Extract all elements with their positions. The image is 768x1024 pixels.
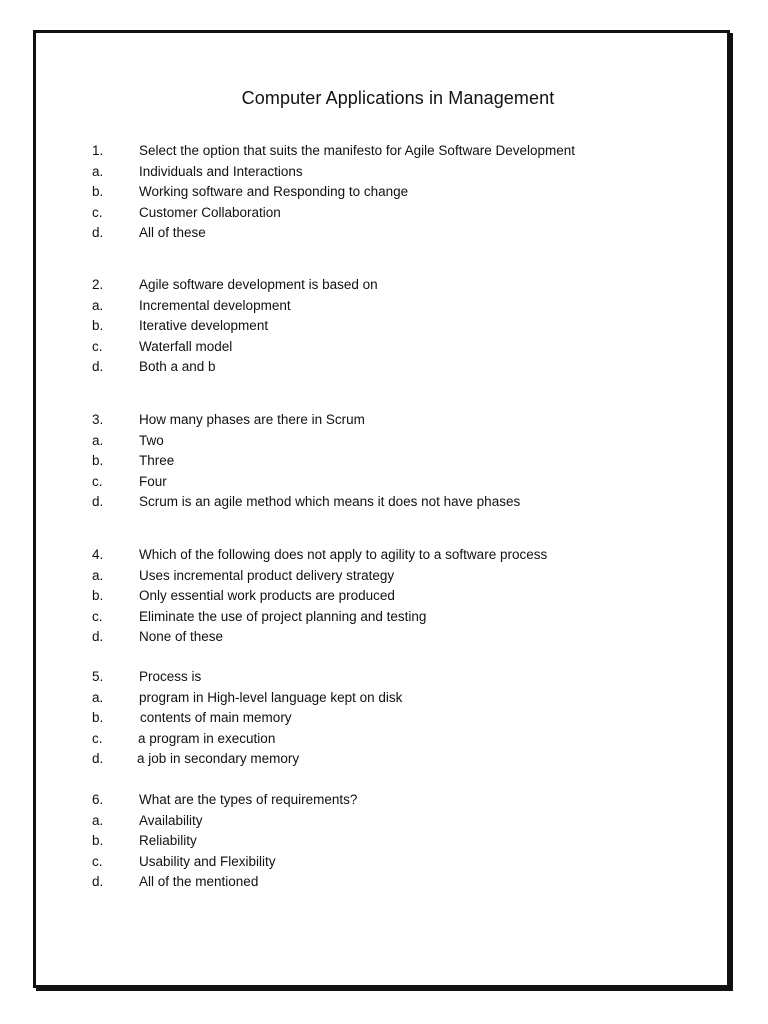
option-letter: a. [92, 163, 104, 179]
question-number: 3. [92, 412, 104, 427]
option-b [92, 708, 692, 729]
option-text: All of these [139, 225, 206, 240]
option-letter: b. [92, 588, 104, 603]
document-title: Computer Applications in Management [241, 88, 555, 108]
option-d [92, 627, 692, 648]
option-text: Reliability [139, 833, 197, 848]
option-letter: a. [92, 567, 104, 583]
option-text: Both a and b [139, 359, 216, 374]
option-text: program in High-level language kept on disk [139, 689, 403, 705]
option-b [92, 831, 692, 852]
question-stem [92, 545, 692, 566]
option-text: Availability [139, 812, 203, 828]
option-letter: a. [92, 297, 104, 313]
option-letter: a. [92, 812, 104, 828]
option-letter: b. [92, 833, 104, 848]
question-stem [92, 275, 692, 296]
question-text: Agile software development is based on [139, 277, 378, 292]
option-b [92, 451, 692, 472]
option-a [92, 688, 692, 709]
option-letter: d. [92, 494, 104, 509]
option-letter: b. [92, 710, 104, 725]
option-text: Eliminate the use of project planning and testing [139, 608, 427, 624]
option-letter: d. [92, 359, 104, 374]
question-stem [92, 667, 692, 688]
option-text: Only essential work products are produced [139, 588, 395, 603]
question-stem [92, 790, 692, 811]
option-letter: d. [92, 225, 104, 240]
option-c [92, 337, 692, 358]
option-letter: b. [92, 453, 104, 468]
question-number: 6. [92, 792, 104, 807]
option-text: a program in execution [138, 730, 276, 746]
option-c [92, 852, 692, 873]
option-text: a job in secondary memory [137, 751, 300, 766]
option-b [92, 586, 692, 607]
option-text: Scrum is an agile method which means it does not have phases [139, 494, 521, 509]
option-b [92, 182, 692, 203]
question-text: Select the option that suits the manifesto for Agile Software Development [139, 143, 575, 158]
option-text: Incremental development [139, 297, 291, 313]
option-a [92, 431, 692, 452]
option-d [92, 492, 692, 513]
question-number: 1. [92, 143, 104, 158]
option-c [92, 203, 692, 224]
option-letter: c. [92, 338, 103, 354]
option-text: Uses incremental product delivery strategy [139, 567, 395, 583]
option-b [92, 316, 692, 337]
question-4 [92, 545, 692, 648]
option-a [92, 296, 692, 317]
option-text: Individuals and Interactions [139, 163, 303, 179]
question-text: How many phases are there in Scrum [139, 412, 365, 427]
option-letter: c. [92, 853, 103, 869]
question-text: What are the types of requirements? [139, 792, 358, 807]
question-6 [92, 790, 692, 893]
option-text: Working software and Responding to change [139, 184, 409, 199]
option-letter: c. [92, 204, 103, 220]
option-text: None of these [139, 629, 224, 644]
option-letter: d. [92, 629, 104, 644]
option-a [92, 566, 692, 587]
question-2 [92, 275, 692, 378]
option-text: Waterfall model [139, 338, 233, 354]
option-a [92, 162, 692, 183]
option-letter: c. [92, 730, 103, 746]
option-text: All of the mentioned [139, 874, 259, 889]
question-number: 5. [92, 669, 104, 684]
option-text: Usability and Flexibility [139, 853, 276, 869]
option-text: Four [139, 473, 167, 489]
option-letter: c. [92, 473, 103, 489]
option-c [92, 729, 692, 750]
option-c [92, 607, 692, 628]
option-letter: b. [92, 184, 104, 199]
option-a [92, 811, 692, 832]
question-stem [92, 410, 692, 431]
option-d [92, 872, 692, 893]
option-text: Three [139, 453, 175, 468]
option-d [92, 357, 692, 378]
question-text: Which of the following does not apply to agility to a software process [139, 547, 548, 562]
option-text: Customer Collaboration [139, 204, 281, 220]
question-number: 2. [92, 277, 104, 292]
question-text: Process is [139, 669, 202, 684]
option-letter: b. [92, 318, 104, 333]
option-letter: d. [92, 874, 104, 889]
option-d [92, 223, 692, 244]
option-c [92, 472, 692, 493]
option-d [92, 749, 692, 770]
option-text: Iterative development [139, 318, 269, 333]
question-number: 4. [92, 547, 104, 562]
question-1 [92, 141, 692, 244]
option-letter: c. [92, 608, 103, 624]
option-letter: a. [92, 689, 104, 705]
question-stem [92, 141, 692, 162]
option-letter: d. [92, 751, 104, 766]
option-letter: a. [92, 432, 104, 448]
option-text: Two [139, 432, 164, 448]
question-3 [92, 410, 692, 513]
option-text: contents of main memory [140, 710, 292, 725]
question-5 [92, 667, 692, 770]
